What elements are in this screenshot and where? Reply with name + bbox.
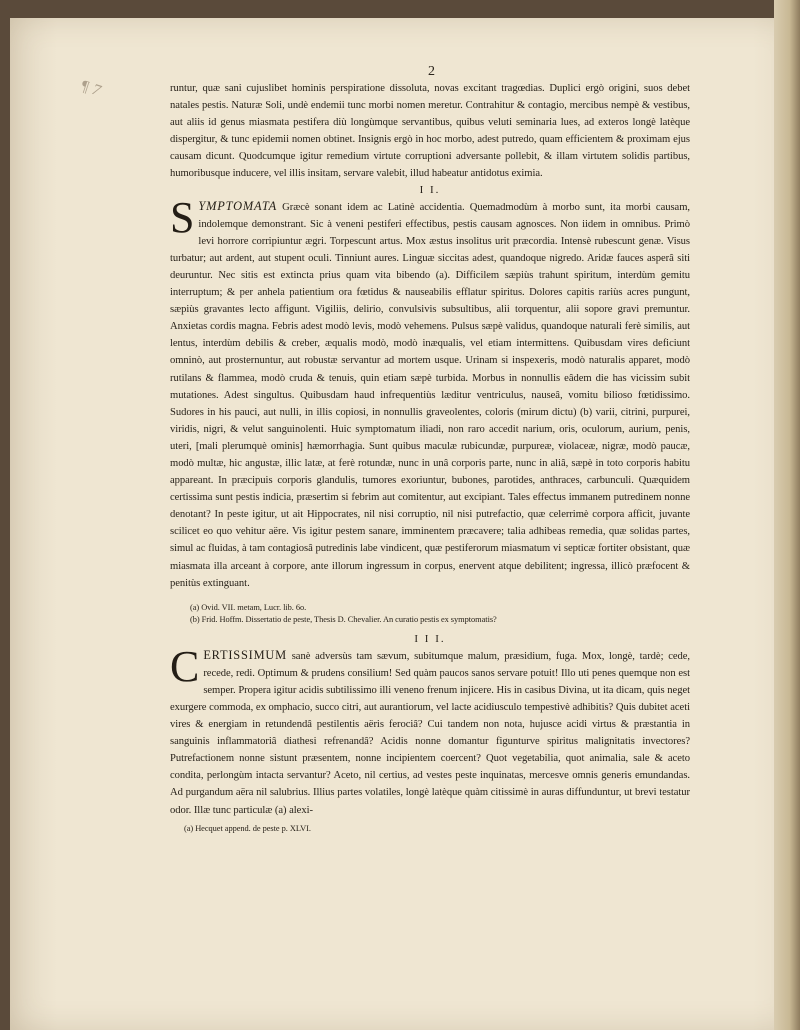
lead-word: ERTISSIMUM xyxy=(203,647,287,662)
footnotes-section-ii xyxy=(190,602,690,626)
paragraph-body: Græcè sonant idem ac Latinè accidentia. Quemadmodùm à morbo sunt, ita morbi causam, indolemque demonstrant. Sic à veneni pestiferi effectibus, pestis causam agnosces. Non iidem in omnibus. Primò levi horrore corripiuntur ægri. Torpescunt artus. Mox æstus insolitus urit præcordia. Intensè rubescunt genæ. Visus turbatur; aut ardent, aut stupent oculi. Tinniunt aures. Linguæ siccitas adest, quandoque nigredo. Aridæ fauces asperâ siti deuruntur. Nec sitis est extincta prius quam vita bibendo (a). Difficilem sæpiùs trahunt spiritum, interdùm gemitu interruptum; & per anhela patientium ora fœtidus & nauseabilis efflatur spiritus. Dolores capitis rariùs acres pungunt, sæpiùs gravantes lecto affigunt. Vigiliis, delirio, convulsivis subsultibus, alii torquentur, alii sopore gravi premuntur. Anxietas cordis magna. Febris adest modò levis, modò vehemens. Pulsus sæpè validus, quandoque naturali ferè similis, aut lentus, interdùm debilis & creber, æqualis modò, modò inæqualis, vel etiam intermittens. Quibusdam vires deficiunt omninò, aut prosternuntur, aut robustæ servantur ad mortem usque. Urinam si inspexeris, modò naturalis apparet, modò rutilans & flammea, modò cruda & tenuis, quin etiam sæpè turbida. Morbus in nonnullis eâdem die has vicissim subit mutationes. Adest singultus. Quibusdam haud infrequentiùs læditur ventriculus, nauseâ, vomitu bilioso fœtidissimo. Sudores in his pauci, aut nulli, in illis copiosi, in nonnullis graveolentes, coloris (mirum dictu) (b) varii, citrini, purpurei, viridis, nigri, & velut sanguinolenti. Huic symptomatum iliadi, non raro accedit narium, oris, oculorum, aurium, penis, uteri, [mali plerumquè ominis] hæmorrhagia. Sunt quibus maculæ rubicundæ, purpureæ, violaceæ, nigræ, modò paucæ, modò multæ, hic angustæ, illic latæ, at ferè rotundæ, nunc in unâ corporis parte, nunc in aliâ, sæpè in toto corporis habitu appareant. In præcipuis corporis glandulis, tumores exoriuntur, bubones, parotides, anthraces, carbunculi. Quæquidem certissima sunt pestis indicia, præsertim si febrim aut comitentur, aut excipiant. Tales effectus immanem putredinem nonne denotant? In peste igitur, ut ait Hippocrates, nil nisi corruptio, nil nisi putrefactio, quæ celerrimè corpora afficit, juvante scilicet eo quo vehitur aëre. Vis igitur pestem sanare, imminentem præcavere; talia adhibeas remedia, quæ solidas partes, simul ac fluidas, à tam contagiosâ putredinis labe vindicent, quæ pestiferorum miasmatum vi septicæ fortiter obsistant, quæ miasmata illa arceant à corpore, ante illorum ingressum in corpus, enervent atque debilitent; ingressa, illicò præfocent & penitùs extinguant. xyxy=(170,201,690,589)
drop-cap-s: S xyxy=(170,192,195,242)
paragraph-certissimum xyxy=(170,641,690,819)
footnote-hecquet: (a) Hecquet append. de peste p. XLVI. xyxy=(184,823,311,833)
section-heading-ii: I I. xyxy=(419,183,441,196)
section-heading-iii: I I I. xyxy=(414,632,446,645)
body-text xyxy=(170,80,690,835)
footnote-b: (b) Frid. Hoffm. Dissertatio de peste, Thesis D. Chevalier. An curatio pestis ex symptomatis? xyxy=(190,614,497,624)
paragraph-continued: runtur, quæ sani cujuslibet hominis perspiratione dissoluta, novas excitant tragœdias. Duplici ergò origini, suos debet natales pestis. Naturæ Soli, undè endemii tunc morbi nomen meretur. Contrahitur & contagio, mercibus nempè & vestibus, aut aliis id genus miasmata pestifera diù longùmque servantibus, quibus veluti seminaria lues, ad exteros longè latèque dispergitur, & tunc epidemii nomen obtinet. Insignis ergò in hoc morbo, adest putredo, quam efficientem & proximam ejus causam dicunt. Quodcumque igitur remedium virtute corruptioni adversante pollebit, & illam virtutem solidis partibus, humoribusque inducere, vel illis insitam, servare valebit, illud habeatur antidotus eximia. xyxy=(170,83,690,180)
drop-cap-c: C xyxy=(170,641,200,691)
handwritten-margin-note: ¶ 7 xyxy=(78,77,103,100)
lead-word: YMPTOMATA xyxy=(198,198,277,213)
paragraph-symptomata xyxy=(170,192,690,592)
adjacent-page-edge xyxy=(774,0,800,1030)
page-number: 2 xyxy=(428,64,435,79)
footnote-a: (a) Ovid. VII. metam, Lucr. lib. 6o. xyxy=(190,602,307,612)
book-page xyxy=(10,18,800,1030)
paragraph-body: sanè adversùs tam sævum, subitumque malum, præsidium, fuga. Mox, longè, tardè; cede, recede, redi. Optimum & prudens consilium! Sed quàm paucos sanos servare potuit! Illo uti penes quemque non est semper. Propera igitur acidis subtilissimo illi veneno frenum injicere. His in casibus Divina, ut ita dicam, quis neget exurgere commoda, ex omphacio, succo citri, aut aurantiorum, vel lacte acidiusculo tempestivè adhibitis? Quis dubitet aceti vires & energiam in retundendâ pestilentis aëris ferociâ? Cui tandem non nota, hujusce acidi virtus & præstantia in sanguinis inflammatoriâ diathesi refrenandâ? Acidis nonne domantur figunturve spiritus malignitatis invectores? Putrefactionem nonne sistunt præsentem, nonne incipientem coercent? Quot vegetabilia, quot animalia, sale & aceto condita, perlongùm intacta servantur? Aceto, nil certius, ad vestes peste inquinatas, mercesve omnis generis emundandas. Ad purgandum aëra nil salubrius. Illius partes volatiles, longè latèque quàm citissimè in auras diffunduntur, ut brevi testatur odor. Illæ tunc particulæ (a) alexi- xyxy=(170,650,690,816)
